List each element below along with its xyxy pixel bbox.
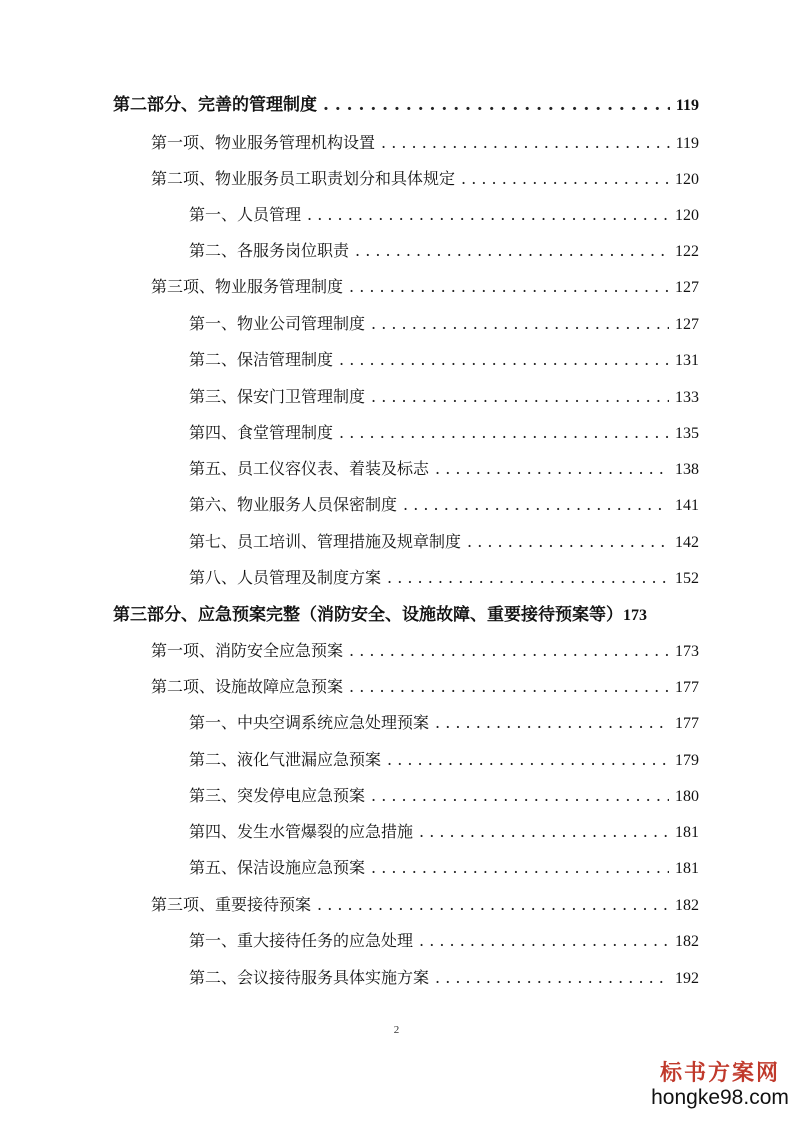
toc-entry: [189, 454, 699, 484]
toc-dot-leader: [381, 128, 670, 158]
toc-entry-page: 141: [675, 497, 699, 514]
toc-entry: [189, 745, 699, 775]
toc-entry-page: 177: [675, 679, 699, 696]
toc-dot-leader: [387, 745, 669, 775]
toc-dot-leader: [349, 272, 669, 302]
toc-entry-title: 第三、突发停电应急预案: [189, 786, 366, 805]
toc-entry: [189, 490, 699, 520]
toc-entry-title: 第二、会议接待服务具体实施方案: [189, 968, 430, 987]
toc-entry-page: 122: [675, 243, 699, 260]
toc-entry: [189, 200, 699, 230]
toc-entry-page: 182: [675, 933, 699, 950]
toc-entry-page: 135: [675, 425, 699, 442]
toc-entry: [113, 90, 699, 120]
toc-dot-leader: [339, 345, 669, 375]
toc-entry-title: 第三、保安门卫管理制度: [189, 387, 366, 406]
toc-dot-leader: [307, 200, 669, 230]
toc-entry: [189, 708, 699, 738]
toc-dot-leader: [371, 781, 669, 811]
toc-entry-page: 179: [675, 752, 699, 769]
toc-entry: [151, 128, 699, 158]
toc-entry: [189, 563, 699, 593]
toc-dot-leader: [387, 563, 669, 593]
toc-entry-title: 第三项、物业服务管理制度: [151, 277, 344, 296]
toc-entry-title: 第一、物业公司管理制度: [189, 314, 366, 333]
toc-dot-leader: [371, 853, 669, 883]
toc-entry: [151, 636, 699, 666]
toc-entry: [189, 817, 699, 847]
toc-entry-page: 120: [675, 207, 699, 224]
toc-entry: [151, 890, 699, 920]
toc-entry-page: 192: [675, 970, 699, 987]
toc-entry-page: 181: [675, 824, 699, 841]
toc-entry-page: 138: [675, 461, 699, 478]
toc-entry-title: 第一、重大接待任务的应急处理: [189, 931, 414, 950]
toc-entry-page: 173: [623, 607, 647, 624]
toc-entry-title: 第二项、物业服务员工职责划分和具体规定: [151, 169, 456, 188]
toc-dot-leader: [467, 527, 669, 557]
toc-entry-title: 第三部分、应急预案完整（消防安全、设施故障、重要接待预案等）: [113, 605, 623, 625]
toc-entry-title: 第四、发生水管爆裂的应急措施: [189, 822, 414, 841]
toc-dot-leader: [371, 382, 669, 412]
toc-entry: [189, 345, 699, 375]
toc-entry-page: 127: [675, 279, 699, 296]
toc-entry-title: 第三项、重要接待预案: [151, 895, 312, 914]
toc-entry-title: 第五、员工仪容仪表、着装及标志: [189, 459, 430, 478]
toc-dot-leader: [403, 490, 669, 520]
watermark-cn-text: 标书方案网: [659, 1060, 780, 1086]
toc-entry: [189, 963, 699, 993]
toc-entry: [151, 164, 699, 194]
toc-entry-title: 第四、食堂管理制度: [189, 423, 334, 442]
toc-entry: [189, 309, 699, 339]
toc-entry-page: 119: [675, 135, 699, 152]
toc-dot-leader: [371, 309, 669, 339]
toc-entry: [151, 272, 699, 302]
watermark-url-text: hongke98.com: [651, 1086, 789, 1109]
toc-dot-leader: [419, 926, 669, 956]
toc-entry-title: 第七、员工培训、管理措施及规章制度: [189, 532, 462, 551]
toc-entry-title: 第一项、消防安全应急预案: [151, 641, 344, 660]
toc-dot-leader: [317, 890, 669, 920]
toc-entry: [189, 853, 699, 883]
toc-dot-leader: [349, 636, 669, 666]
toc-dot-leader: [419, 817, 669, 847]
toc-dot-leader: [339, 418, 669, 448]
toc-entry-page: 152: [675, 570, 699, 587]
toc-entry: [189, 527, 699, 557]
toc-entry: [189, 382, 699, 412]
toc-entry-title: 第二部分、完善的管理制度: [113, 95, 317, 115]
toc-entry-page: 177: [675, 715, 699, 732]
toc-entry-title: 第二、各服务岗位职责: [189, 241, 350, 260]
toc-entry-page: 119: [675, 97, 699, 114]
toc-dot-leader: [435, 708, 669, 738]
toc-dot-leader: [323, 90, 670, 120]
toc-entry-title: 第五、保洁设施应急预案: [189, 858, 366, 877]
toc-entry: [189, 781, 699, 811]
toc-entry-title: 第一项、物业服务管理机构设置: [151, 133, 376, 152]
toc-entry: [189, 418, 699, 448]
toc-entry-page: 127: [675, 316, 699, 333]
toc-entry-title: 第八、人员管理及制度方案: [189, 568, 382, 587]
toc-entry-page: 120: [675, 171, 699, 188]
toc-dot-leader: [349, 672, 669, 702]
toc-entry-title: 第一、人员管理: [189, 205, 302, 224]
toc-entry-page: 173: [675, 643, 699, 660]
watermark-logo: [650, 1060, 790, 1110]
page-number: 2: [393, 1024, 400, 1036]
toc-dot-leader: [461, 164, 669, 194]
toc-entry: [151, 672, 699, 702]
toc-entry-page: 182: [675, 897, 699, 914]
toc-entry-title: 第一、中央空调系统应急处理预案: [189, 713, 430, 732]
toc-entry-page: 131: [675, 352, 699, 369]
toc-entry-title: 第二项、设施故障应急预案: [151, 677, 344, 696]
toc-entry-page: 133: [675, 389, 699, 406]
toc-entry-title: 第二、液化气泄漏应急预案: [189, 750, 382, 769]
toc-entry-title: 第六、物业服务人员保密制度: [189, 495, 398, 514]
toc-entry-title: 第二、保洁管理制度: [189, 350, 334, 369]
toc-entry: [189, 236, 699, 266]
toc-dot-leader: [435, 454, 669, 484]
toc-entry: [189, 926, 699, 956]
toc-entry-page: 180: [675, 788, 699, 805]
toc-dot-leader: [435, 963, 669, 993]
toc-entry: [113, 600, 705, 630]
toc-dot-leader: [355, 236, 669, 266]
toc-entry-page: 181: [675, 860, 699, 877]
toc-entry-page: 142: [675, 534, 699, 551]
